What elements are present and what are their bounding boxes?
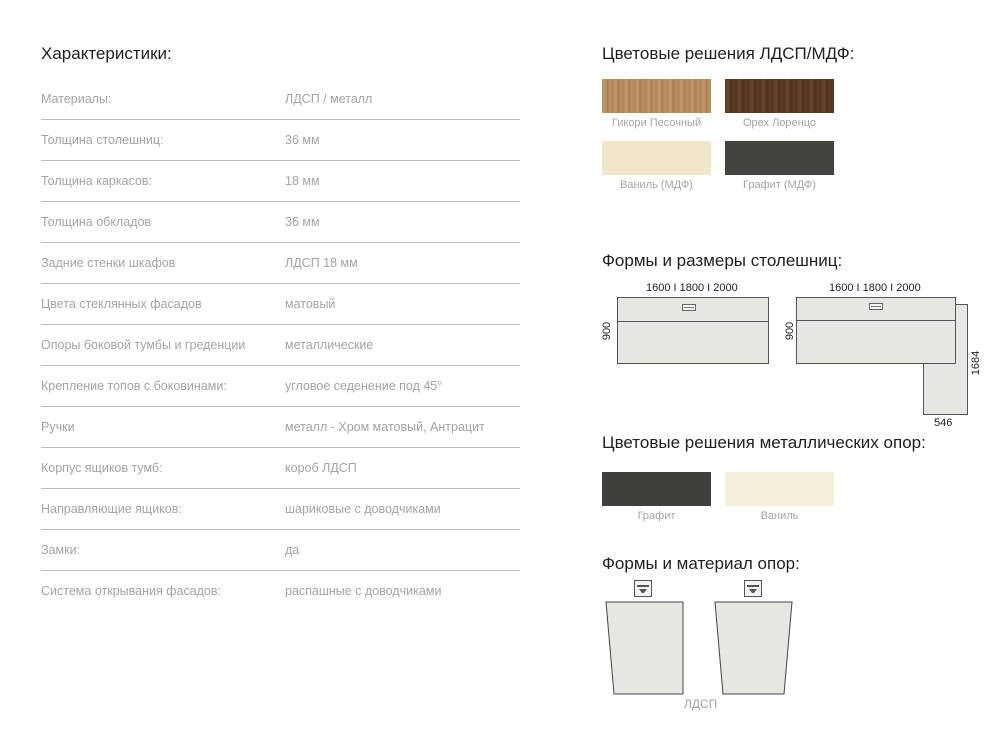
side-length-label: 1684 <box>970 350 983 376</box>
support-material-label: ЛДСП <box>684 697 718 711</box>
top1-depth-label: 900 <box>601 321 614 341</box>
swatch-label: Гикори Песочный <box>611 117 702 129</box>
spec-key: Материалы: <box>41 91 112 106</box>
spec-value: матовый <box>285 296 336 311</box>
spec-value: короб ЛДСП <box>285 460 357 475</box>
spec-row <box>41 529 520 571</box>
spec-value: распашные с доводчиками <box>285 583 442 598</box>
spec-row <box>41 488 520 530</box>
handle-icon <box>682 304 696 311</box>
swatch-vanilla-metal <box>725 472 834 506</box>
swatch-vanilla-mdf <box>602 141 711 175</box>
spec-row <box>41 570 520 611</box>
spec-key: Опоры боковой тумбы и греденции <box>41 337 246 352</box>
spec-value: 36 мм <box>285 132 320 147</box>
spec-row <box>41 447 520 489</box>
swatch-graphite-metal <box>602 472 711 506</box>
spec-key: Толщина каркасов: <box>41 173 153 188</box>
spec-value: шариковые с доводчиками <box>285 501 441 516</box>
top2-width-label: 1600 I 1800 I 2000 <box>829 282 921 294</box>
spec-key: Система открывания фасадов: <box>41 583 221 598</box>
support-type-icon <box>634 580 652 597</box>
tops-title: Формы и размеры столешниц: <box>602 251 843 270</box>
spec-row <box>41 119 520 161</box>
spec-value: да <box>285 542 300 557</box>
metal-colors-title: Цветовые решения металлических опор: <box>602 433 926 452</box>
spec-key: Корпус ящиков тумб: <box>41 460 163 475</box>
swatch-label: Ваниль <box>760 510 799 522</box>
spec-value: металл - Хром матовый, Антрацит <box>285 419 485 434</box>
specs-title: Характеристики: <box>41 44 172 63</box>
spec-value: угловое седенение под 45° <box>285 378 443 393</box>
spec-key: Задние стенки шкафов <box>41 255 176 270</box>
spec-row <box>41 324 520 366</box>
swatch-label: Орех Лоренцо <box>742 117 817 129</box>
swatch-hickory <box>602 79 711 113</box>
ldsp-colors-title: Цветовые решения ЛДСП/МДФ: <box>602 44 855 63</box>
spec-row <box>41 365 520 407</box>
support-leg-left <box>605 601 685 695</box>
support-type-icon <box>744 580 762 597</box>
side-width-label: 546 <box>934 417 953 429</box>
spec-key: Толщина обкладов <box>41 214 152 229</box>
swatch-label: Ваниль (МДФ) <box>620 179 693 191</box>
spec-row <box>41 160 520 202</box>
spec-value: ЛДСП 18 мм <box>285 255 358 270</box>
spec-row <box>41 78 520 120</box>
spec-value: ЛДСП / металл <box>285 91 373 106</box>
top2-depth-label: 900 <box>784 321 797 341</box>
swatch-graphite-mdf <box>725 141 834 175</box>
spec-row <box>41 201 520 243</box>
spec-value: 18 мм <box>285 173 320 188</box>
tabletop-straight <box>617 297 769 364</box>
swatch-label: Графит <box>637 510 676 522</box>
tabletop-corner <box>796 297 968 415</box>
spec-value: 36 мм <box>285 214 320 229</box>
spec-row <box>41 242 520 284</box>
spec-value: металлические <box>285 337 374 352</box>
spec-key: Замки: <box>41 542 81 557</box>
spec-key: Ручки <box>41 419 75 434</box>
handle-icon <box>869 303 883 310</box>
spec-key: Направляющие ящиков: <box>41 501 182 516</box>
spec-row <box>41 283 520 325</box>
spec-key: Цвета стеклянных фасадов <box>41 296 202 311</box>
top1-width-label: 1600 I 1800 I 2000 <box>646 282 738 294</box>
support-leg-right <box>714 601 794 695</box>
spec-row <box>41 406 520 448</box>
spec-key: Крепление топов с боковинами: <box>41 378 227 393</box>
spec-key: Толщина столешниц: <box>41 132 164 147</box>
supports-title: Формы и материал опор: <box>602 554 800 573</box>
swatch-walnut <box>725 79 834 113</box>
swatch-label: Графит (МДФ) <box>743 179 816 191</box>
